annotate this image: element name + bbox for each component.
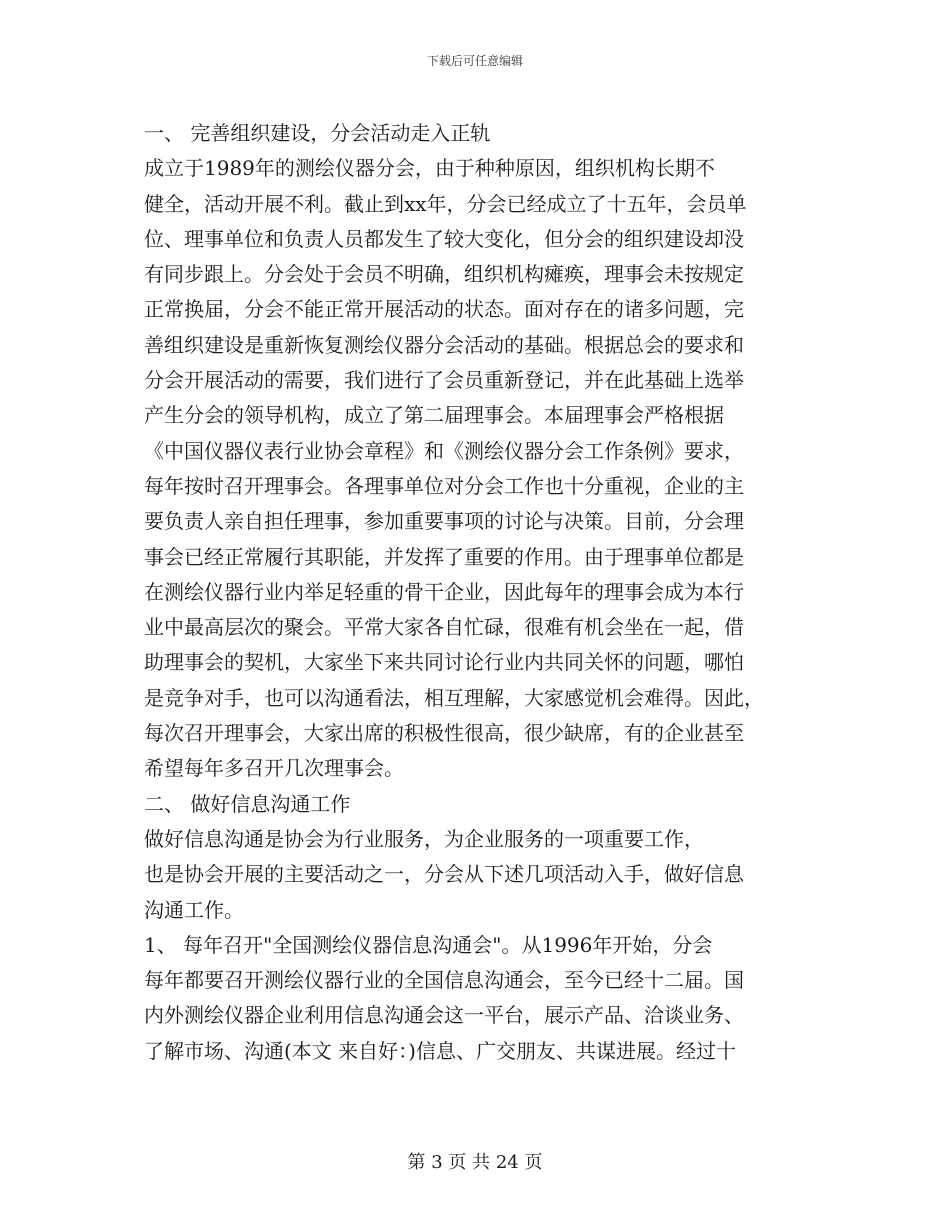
text-line: 分会开展活动的需要，我们进行了会员重新登记，并在此基础上选举 bbox=[144, 368, 744, 393]
page-number-footer: 第 3 页 共 24 页 bbox=[407, 1152, 543, 1173]
text-line: 正常换届，分会不能正常开展活动的状态。面对存在的诸多问题，完 bbox=[144, 297, 744, 322]
text-line: 内外测绘仪器企业利用信息沟通会这一平台，展示产品、洽谈业务、 bbox=[144, 1003, 744, 1028]
text-line: 事会已经正常履行其职能，并发挥了重要的作用。由于理事单位都是 bbox=[144, 544, 744, 569]
text-line: 二、 做好信息沟通工作 bbox=[144, 791, 351, 816]
text-line: 有同步跟上。分会处于会员不明确，组织机构瘫痪，理事会未按规定 bbox=[144, 262, 744, 287]
text-line: 每次召开理事会，大家出席的积极性很高，很少缺席，有的企业甚至 bbox=[144, 721, 744, 746]
text-line: 产生分会的领导机构，成立了第二届理事会。本届理事会严格根据 bbox=[144, 403, 724, 428]
text-line: 要负责人亲自担任理事，参加重要事项的讨论与决策。目前，分会理 bbox=[144, 509, 744, 534]
text-line: 希望每年多召开几次理事会。 bbox=[144, 756, 404, 781]
document-body bbox=[144, 116, 806, 1069]
text-line: 是竞争对手，也可以沟通看法，相互理解，大家感觉机会难得。因此， bbox=[144, 685, 764, 710]
text-line: 每年按时召开理事会。各理事单位对分会工作也十分重视，企业的主 bbox=[144, 473, 744, 498]
text-line: 助理事会的契机，大家坐下来共同讨论行业内共同关怀的问题，哪怕 bbox=[144, 650, 744, 675]
text-line: 《中国仪器仪表行业协会章程》和《测绘仪器分会工作条例》要求， bbox=[144, 438, 744, 463]
text-line: 善组织建设是重新恢复测绘仪器分会活动的基础。根据总会的要求和 bbox=[144, 332, 744, 357]
text-line: 了解市场、沟通(本文 来自好：)信息、广交朋友、共谋进展。经过十 bbox=[144, 1038, 736, 1063]
text-line: 1、 每年召开"全国测绘仪器信息沟通会"。从1996年开始，分会 bbox=[144, 932, 713, 957]
text-line: 也是协会开展的主要活动之一，分会从下述几项活动入手，做好信息 bbox=[144, 862, 744, 887]
text-line: 一、 完善组织建设，分会活动走入正轨 bbox=[144, 121, 491, 145]
text-line: 沟通工作。 bbox=[144, 897, 244, 922]
page-header: 下载后可任意编辑 bbox=[426, 54, 523, 68]
text-line: 每年都要召开测绘仪器行业的全国信息沟通会，至今已经十二届。国 bbox=[144, 968, 744, 993]
text-line: 位、理事单位和负责人员都发生了较大变化，但分会的组织建设却没 bbox=[144, 226, 744, 251]
text-line: 健全，活动开展不利。截止到xx年，分会已经成立了十五年，会员单 bbox=[144, 191, 747, 216]
text-line: 做好信息沟通是协会为行业服务，为企业服务的一项重要工作， bbox=[144, 826, 704, 851]
text-line: 在测绘仪器行业内举足轻重的骨干企业，因此每年的理事会成为本行 bbox=[144, 579, 744, 604]
text-line: 成立于1989年的测绘仪器分会，由于种种原因，组织机构长期不 bbox=[144, 156, 715, 181]
text-line: 业中最高层次的聚会。平常大家各自忙碌，很难有机会坐在一起，借 bbox=[144, 615, 744, 640]
